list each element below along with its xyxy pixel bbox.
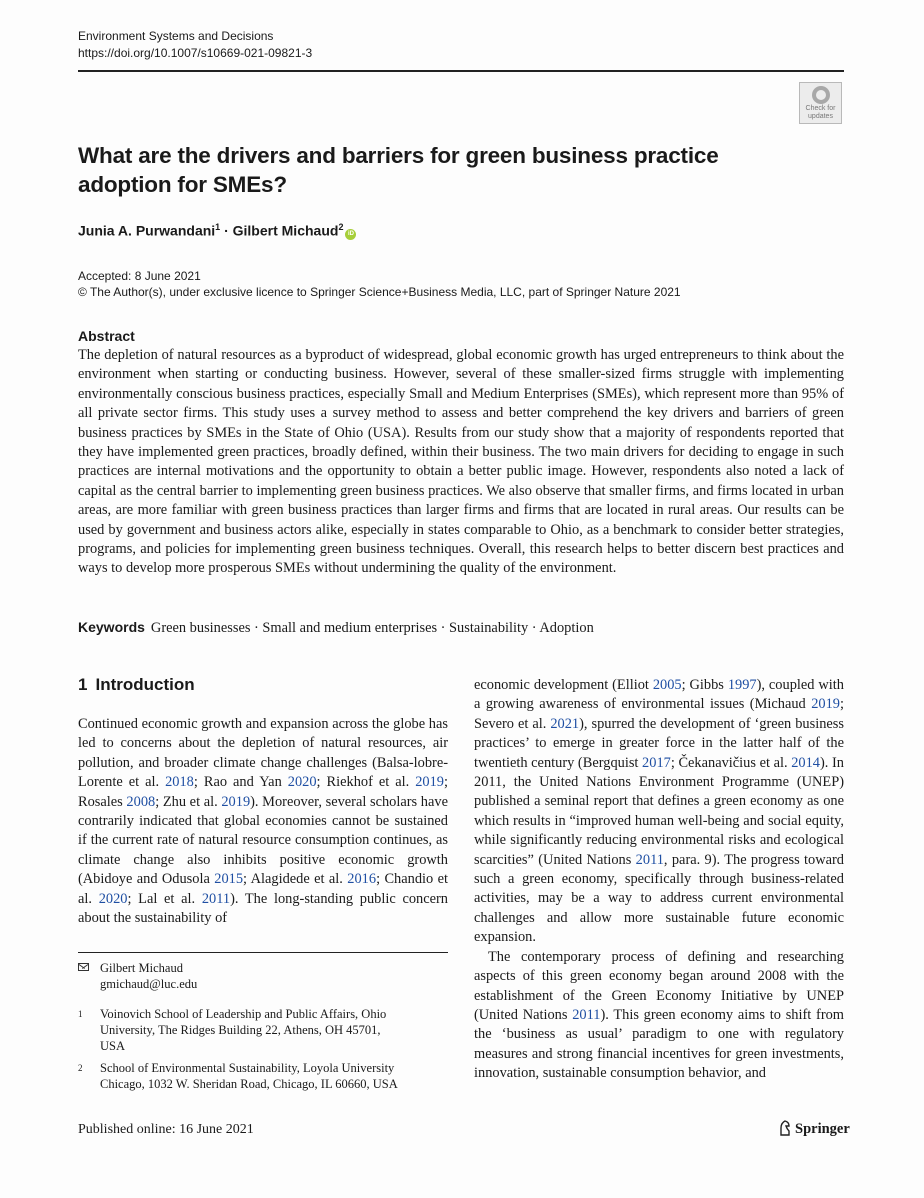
orcid-icon[interactable]: iD (345, 229, 356, 240)
citation-link[interactable]: 2011 (572, 1006, 601, 1023)
envelope-icon (78, 963, 89, 971)
published-online-date: Published online: 16 June 2021 (78, 1122, 254, 1137)
citation-link[interactable]: 2011 (201, 890, 231, 907)
article-dates (78, 268, 681, 300)
footnote-rule (78, 952, 448, 953)
check-updates-icon (812, 86, 830, 104)
publisher-name: Springer (795, 1121, 850, 1137)
contact-email[interactable]: gmichaud@luc.edu (100, 977, 198, 991)
author-list: Junia A. Purwandani$^1$ · Gilbert Michaud$^2$iD (78, 222, 356, 240)
citation-link[interactable]: 2020 (287, 774, 317, 791)
abstract-text: The depletion of natural resources as a byproduct of widespread, global economic growth has urged entrepreneurs to think about the environment when starting or conducting business. However, several of these smaller-sized firms struggle with implementing environmentally conscious business practices, especially Small and Medium Enterprises (SMEs), which represent more than 95% of all private sector firms. This study uses a survey method to assess and better comprehend the key drivers and barriers of green business practices by SMEs in the State of Ohio (USA). Results from our study show that a majority of respondents reported that they have implemented green practices, broadly defined, within their business. The two main drivers for deciding to engage in such practices are internal motivations and the opportunity to obtain a better public image. However, respondents also noted a lack of capital as the central barrier to implementing green business practices. We also observe that smaller firms, and firms located in urban areas, are more familiar with green business practices than larger firms and firms that are located in rural areas. Our results can be used by government and business actors alike, especially in states comparable to Ohio, as a benchmark to consider better strategies, programs, and policies for implementing green business techniques. Overall, this research helps to better discern best practices and ways to develop more prosperous SMEs without undermining the quality of the environment. (78, 347, 844, 577)
keywords-list: Green businesses · Small and medium enterprises · Sustainability · Adoption (150, 620, 594, 636)
journal-name: Environment Systems and Decisions (78, 29, 274, 43)
paragraph: economic development (Elliot 2005; Gibbs 1997), coupled with a growing awareness of environmental issues (Michaud 2019; Severo et al. 2021), spurred the development of ‘green business practices’ to emerge in greater force in the latter half of the twentieth century (Bergquist 2017; Čekanavičius et al. 2014). In 2011, the United Nations Environment Programme (UNEP) published a seminal report that defines a green economy as one which results in “improved human well-being and social equity, while significantly reducing environmental risks and ecological scarcities” (United Nations 2011, para. 9). The progress toward such a green economy, specifically through business-related activities, may be a way to address current environmental challenges and allow more sustainable future economic expansion. (474, 677, 844, 946)
check-for-updates-badge[interactable]: Check for updates (799, 82, 842, 124)
citation-link[interactable]: 2021 (550, 715, 580, 732)
citation-link[interactable]: 2014 (791, 754, 820, 771)
accepted-date: Accepted: 8 June 2021 (78, 269, 201, 283)
section-heading: 1 Introduction (78, 675, 195, 694)
citation-link[interactable]: 2005 (652, 677, 682, 693)
author-1[interactable]: Junia A. Purwandani (78, 222, 216, 239)
affiliation-2: 2 School of Environmental Sustainability, Loyola University Chicago, 1032 W. Sheridan Road, Chicago, IL 60660, USA (78, 1061, 398, 1091)
citation-link[interactable]: 2020 (98, 890, 128, 907)
springer-logo (778, 1120, 850, 1138)
paragraph: The contemporary process of defining and researching aspects of this green economy began around 2008 with the establishment of the Green Economy Initiative by UNEP (United Nations 2011). This green economy aims to shift from the ‘business as usual’ paradigm to one with regulatory measures and strong financial incentives for green investments, innovation, sustainable consumption behavior, and (474, 948, 844, 1082)
article-title: What are the drivers and barriers for green business practice adoption for SMEs? (78, 143, 719, 197)
citation-link[interactable]: 2019 (221, 793, 251, 810)
corresponding-author (78, 960, 448, 992)
keywords-label: Keywords (78, 619, 145, 635)
running-header (78, 28, 312, 62)
affiliation-1: 1 Voinovich School of Leadership and Public Affairs, Ohio University, The Ridges Building 22, Athens, OH 45701, USA (78, 1007, 387, 1053)
abstract-heading: Abstract (78, 328, 135, 344)
citation-link[interactable]: 2019 (811, 696, 840, 713)
doi-link[interactable]: https://doi.org/10.1007/s10669-021-09821-3 (78, 46, 313, 60)
springer-horse-icon (778, 1120, 792, 1136)
citation-link[interactable]: 1997 (727, 677, 757, 693)
copyright-notice: © The Author(s), under exclusive licence to Springer Science+Business Media, LLC, part of Springer Nature 2021 (78, 285, 681, 299)
citation-link[interactable]: 2019 (415, 774, 444, 791)
citation-link[interactable]: 2018 (165, 774, 194, 791)
contact-name: Gilbert Michaud (100, 961, 183, 975)
keywords (78, 619, 594, 637)
paragraph: Continued economic growth and expansion across the globe has led to concerns about the depletion of natural resources, air pollution, and broader climate change challenges (Balsa-lobre-Lorente et al. 2018; Rao and Yan 2020; Riekhof et al. 2019; Rosales 2008; Zhu et al. 2019). Moreover, several scholars have contrarily indicated that global economies cannot be sustained if the current rate of natural resource consumption continues, as climate change also inhibits positive economic growth (Abidoye and Odusola 2015; Alagidede et al. 2016; Chandio et al. 2020; Lal et al. 2011). The long-standing public concern about the sustainability of (78, 716, 449, 927)
body-column-left (78, 715, 448, 928)
header-rule (78, 70, 844, 72)
author-2[interactable]: Gilbert Michaud (232, 222, 339, 239)
citation-link[interactable]: 2011 (635, 851, 664, 868)
citation-link[interactable]: 2015 (214, 871, 244, 888)
citation-link[interactable]: 2017 (642, 754, 671, 771)
citation-link[interactable]: 2016 (347, 871, 377, 888)
body-column-right (474, 676, 844, 1084)
citation-link[interactable]: 2008 (126, 793, 156, 810)
